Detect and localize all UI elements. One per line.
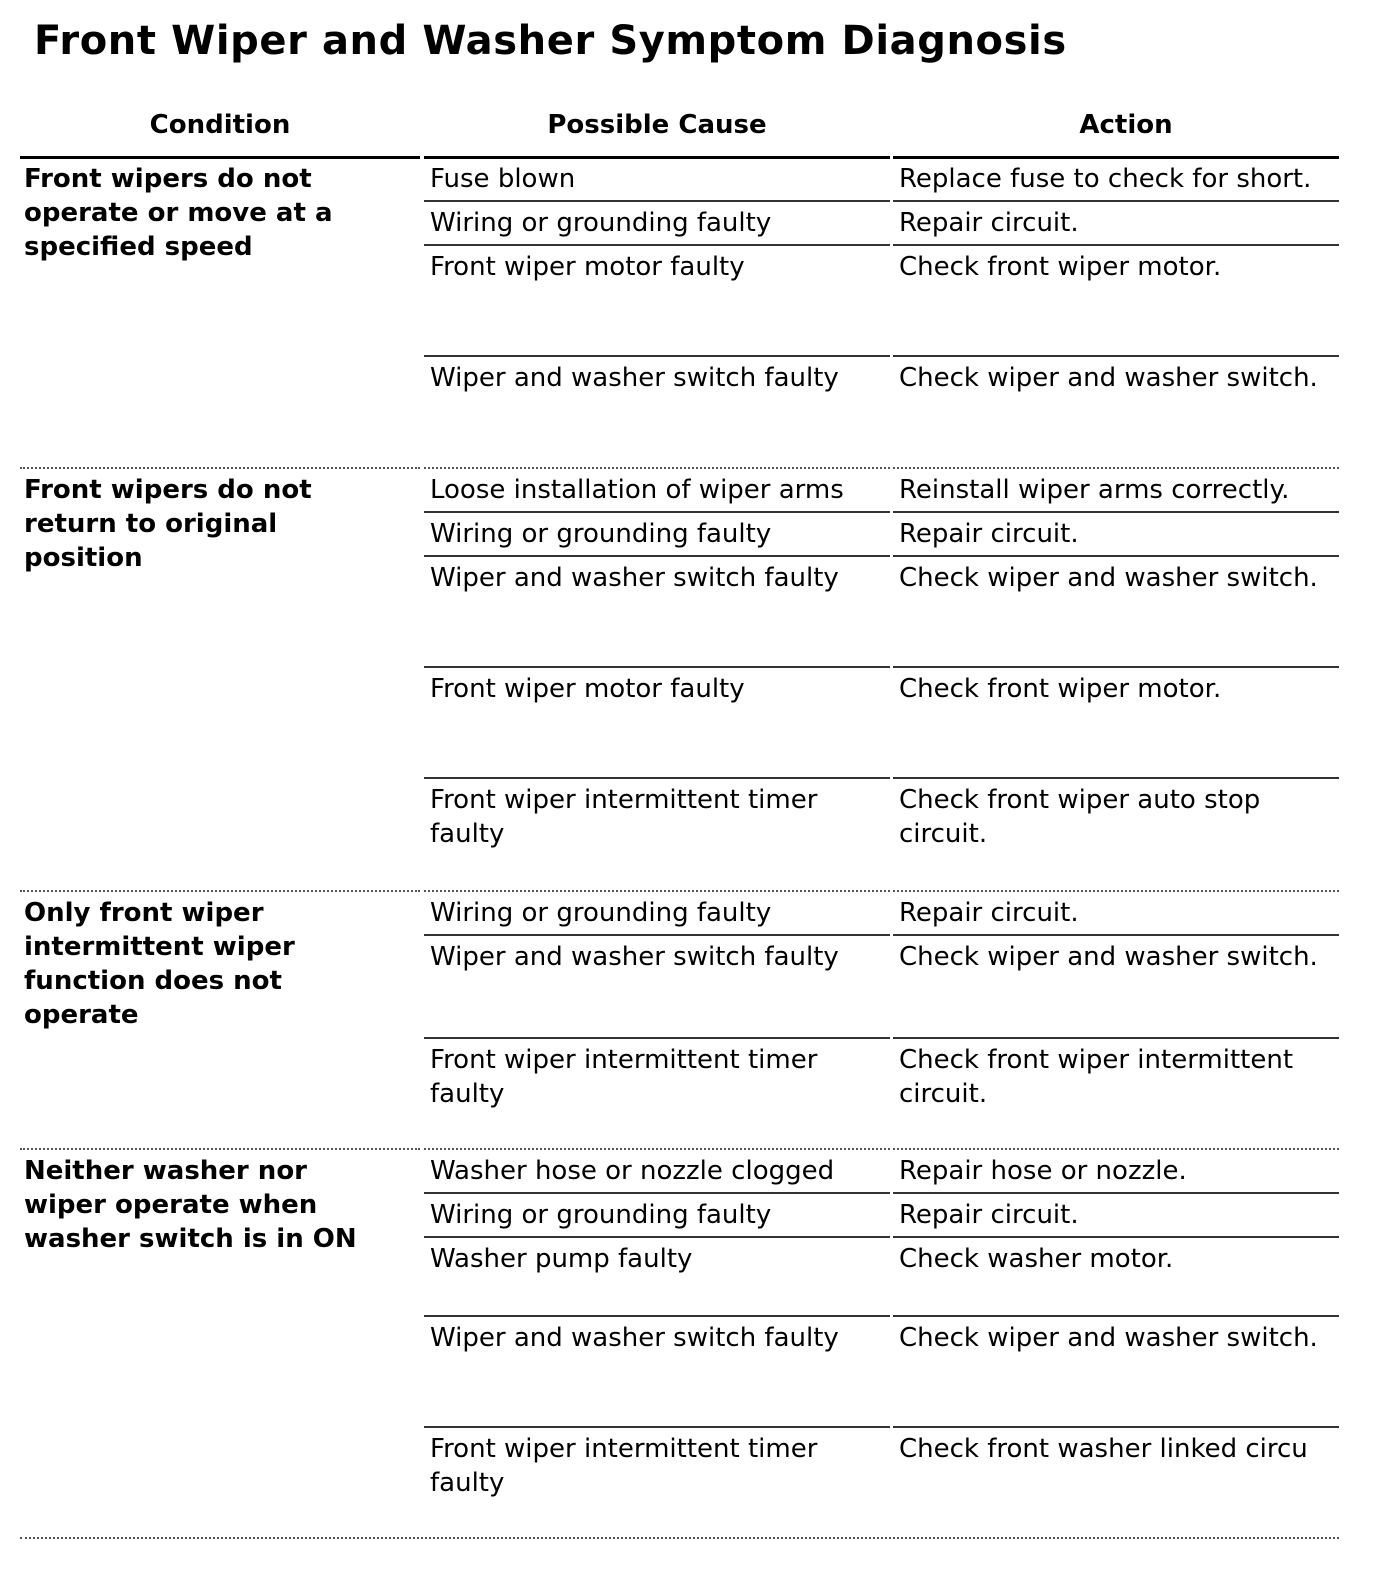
cause-cell-line: Wiring or grounding faulty bbox=[430, 208, 772, 238]
action-cell bbox=[899, 517, 1079, 551]
action-cell-line: Repair circuit. bbox=[899, 898, 1079, 928]
row-divider-action bbox=[893, 1192, 1339, 1194]
cause-cell-line: Front wiper motor faulty bbox=[430, 252, 745, 282]
action-cell bbox=[899, 162, 1311, 196]
row-divider-cause bbox=[424, 355, 890, 357]
row-divider-action bbox=[893, 1236, 1339, 1238]
action-cell bbox=[899, 672, 1221, 706]
cause-cell-line: Wiring or grounding faulty bbox=[430, 1200, 772, 1230]
cause-cell bbox=[430, 1321, 839, 1355]
row-divider-cause bbox=[424, 511, 890, 513]
cause-cell-line: Loose installation of wiper arms bbox=[430, 475, 844, 505]
cause-cell bbox=[430, 517, 771, 551]
header-action: Action bbox=[1079, 110, 1173, 140]
page-title: Front Wiper and Washer Symptom Diagnosis bbox=[34, 18, 1067, 64]
row-divider-action bbox=[893, 1315, 1339, 1317]
action-cell-line: Replace fuse to check for short. bbox=[899, 164, 1312, 194]
action-cell-line: Check wiper and washer switch. bbox=[899, 363, 1318, 393]
condition-cell bbox=[24, 473, 312, 575]
row-divider-cause bbox=[424, 1236, 890, 1238]
cause-cell-line: Front wiper intermittent timer bbox=[430, 785, 818, 815]
action-cell bbox=[899, 940, 1318, 974]
table-bottom-rule bbox=[20, 1537, 1339, 1539]
condition-cell-line: function does not bbox=[24, 966, 282, 996]
group-divider bbox=[20, 890, 420, 892]
row-divider-action bbox=[893, 511, 1339, 513]
cause-cell bbox=[430, 672, 745, 706]
cause-cell bbox=[430, 250, 745, 284]
action-cell bbox=[899, 1198, 1079, 1232]
cause-cell-line: Front wiper intermittent timer bbox=[430, 1434, 818, 1464]
action-cell-line: Repair circuit. bbox=[899, 1200, 1079, 1230]
row-divider-cause bbox=[424, 467, 890, 469]
row-divider-action bbox=[893, 1037, 1339, 1039]
condition-cell-line: specified speed bbox=[24, 232, 253, 262]
header-rule-action bbox=[893, 156, 1339, 159]
action-cell bbox=[899, 896, 1079, 930]
action-cell-line: Check front washer linked circu bbox=[899, 1434, 1308, 1464]
condition-cell-line: Front wipers do not bbox=[24, 164, 312, 194]
cause-cell bbox=[430, 206, 771, 240]
row-divider-cause bbox=[424, 777, 890, 779]
row-divider-cause bbox=[424, 244, 890, 246]
row-divider-cause bbox=[424, 1315, 890, 1317]
group-divider bbox=[20, 1148, 420, 1150]
row-divider-cause bbox=[424, 934, 890, 936]
cause-cell-line: Wiring or grounding faulty bbox=[430, 519, 772, 549]
row-divider-action bbox=[893, 777, 1339, 779]
row-divider-action bbox=[893, 555, 1339, 557]
cause-cell bbox=[430, 1198, 771, 1232]
action-cell-line: Repair circuit. bbox=[899, 208, 1079, 238]
cause-cell bbox=[430, 1154, 834, 1188]
cause-cell bbox=[430, 940, 839, 974]
action-cell-line: circuit. bbox=[899, 1079, 988, 1109]
action-cell bbox=[899, 473, 1289, 507]
cause-cell-line: Front wiper intermittent timer bbox=[430, 1045, 818, 1075]
action-cell-line: Repair hose or nozzle. bbox=[899, 1156, 1187, 1186]
action-cell-line: Check washer motor. bbox=[899, 1244, 1174, 1274]
action-cell-line: Check front wiper motor. bbox=[899, 674, 1222, 704]
row-divider-action bbox=[893, 1148, 1339, 1150]
cause-cell bbox=[430, 783, 817, 851]
cause-cell bbox=[430, 473, 844, 507]
action-cell bbox=[899, 206, 1079, 240]
row-divider-action bbox=[893, 934, 1339, 936]
action-cell-line: Check front wiper intermittent bbox=[899, 1045, 1294, 1075]
cause-cell bbox=[430, 361, 839, 395]
cause-cell bbox=[430, 561, 839, 595]
condition-cell-line: operate or move at a bbox=[24, 198, 333, 228]
cause-cell-line: Wiring or grounding faulty bbox=[430, 898, 772, 928]
cause-cell-line: Wiper and washer switch faulty bbox=[430, 942, 839, 972]
cause-cell bbox=[430, 1432, 817, 1500]
condition-cell bbox=[24, 1154, 357, 1256]
cause-cell-line: Wiper and washer switch faulty bbox=[430, 363, 839, 393]
row-divider-action bbox=[893, 355, 1339, 357]
action-cell-line: Check front wiper motor. bbox=[899, 252, 1222, 282]
row-divider-action bbox=[893, 244, 1339, 246]
action-cell bbox=[899, 783, 1260, 851]
condition-cell bbox=[24, 896, 295, 1032]
condition-cell-line: Only front wiper bbox=[24, 898, 264, 928]
cause-cell bbox=[430, 1043, 817, 1111]
row-divider-action bbox=[893, 200, 1339, 202]
cause-cell-line: Washer pump faulty bbox=[430, 1244, 693, 1274]
condition-cell-line: return to original bbox=[24, 509, 278, 539]
action-cell bbox=[899, 561, 1318, 595]
action-cell-line: circuit. bbox=[899, 819, 988, 849]
header-possible-cause: Possible Cause bbox=[547, 110, 767, 140]
cause-cell bbox=[430, 896, 771, 930]
header-rule-cause bbox=[424, 156, 890, 159]
row-divider-action bbox=[893, 467, 1339, 469]
row-divider-cause bbox=[424, 200, 890, 202]
row-divider-cause bbox=[424, 555, 890, 557]
row-divider-cause bbox=[424, 890, 890, 892]
action-cell bbox=[899, 1432, 1308, 1466]
action-cell bbox=[899, 250, 1221, 284]
cause-cell-line: Wiper and washer switch faulty bbox=[430, 1323, 839, 1353]
action-cell bbox=[899, 1242, 1173, 1276]
row-divider-cause bbox=[424, 1148, 890, 1150]
action-cell-line: Check wiper and washer switch. bbox=[899, 563, 1318, 593]
group-divider bbox=[20, 467, 420, 469]
action-cell bbox=[899, 1043, 1293, 1111]
condition-cell-line: intermittent wiper bbox=[24, 932, 295, 962]
action-cell-line: Reinstall wiper arms correctly. bbox=[899, 475, 1290, 505]
cause-cell-line: Front wiper motor faulty bbox=[430, 674, 745, 704]
condition-cell-line: position bbox=[24, 543, 143, 573]
action-cell-line: Check wiper and washer switch. bbox=[899, 1323, 1318, 1353]
condition-cell-line: Front wipers do not bbox=[24, 475, 312, 505]
row-divider-cause bbox=[424, 1426, 890, 1428]
condition-cell-line: wiper operate when bbox=[24, 1190, 318, 1220]
cause-cell-line: Fuse blown bbox=[430, 164, 576, 194]
row-divider-action bbox=[893, 890, 1339, 892]
row-divider-cause bbox=[424, 666, 890, 668]
cause-cell-line: faulty bbox=[430, 819, 505, 849]
condition-cell-line: washer switch is in ON bbox=[24, 1224, 357, 1254]
action-cell-line: Repair circuit. bbox=[899, 519, 1079, 549]
cause-cell-line: faulty bbox=[430, 1468, 505, 1498]
row-divider-action bbox=[893, 1426, 1339, 1428]
action-cell-line: Check front wiper auto stop bbox=[899, 785, 1261, 815]
cause-cell-line: Wiper and washer switch faulty bbox=[430, 563, 839, 593]
cause-cell bbox=[430, 1242, 692, 1276]
action-cell bbox=[899, 1154, 1187, 1188]
action-cell-line: Check wiper and washer switch. bbox=[899, 942, 1318, 972]
row-divider-action bbox=[893, 666, 1339, 668]
action-cell bbox=[899, 1321, 1318, 1355]
row-divider-cause bbox=[424, 1192, 890, 1194]
header-rule-condition bbox=[20, 156, 420, 159]
cause-cell-line: faulty bbox=[430, 1079, 505, 1109]
condition-cell-line: Neither washer nor bbox=[24, 1156, 308, 1186]
condition-cell-line: operate bbox=[24, 1000, 139, 1030]
condition-cell bbox=[24, 162, 332, 264]
header-condition: Condition bbox=[149, 110, 291, 140]
action-cell bbox=[899, 361, 1318, 395]
cause-cell bbox=[430, 162, 575, 196]
row-divider-cause bbox=[424, 1037, 890, 1039]
cause-cell-line: Washer hose or nozzle clogged bbox=[430, 1156, 835, 1186]
